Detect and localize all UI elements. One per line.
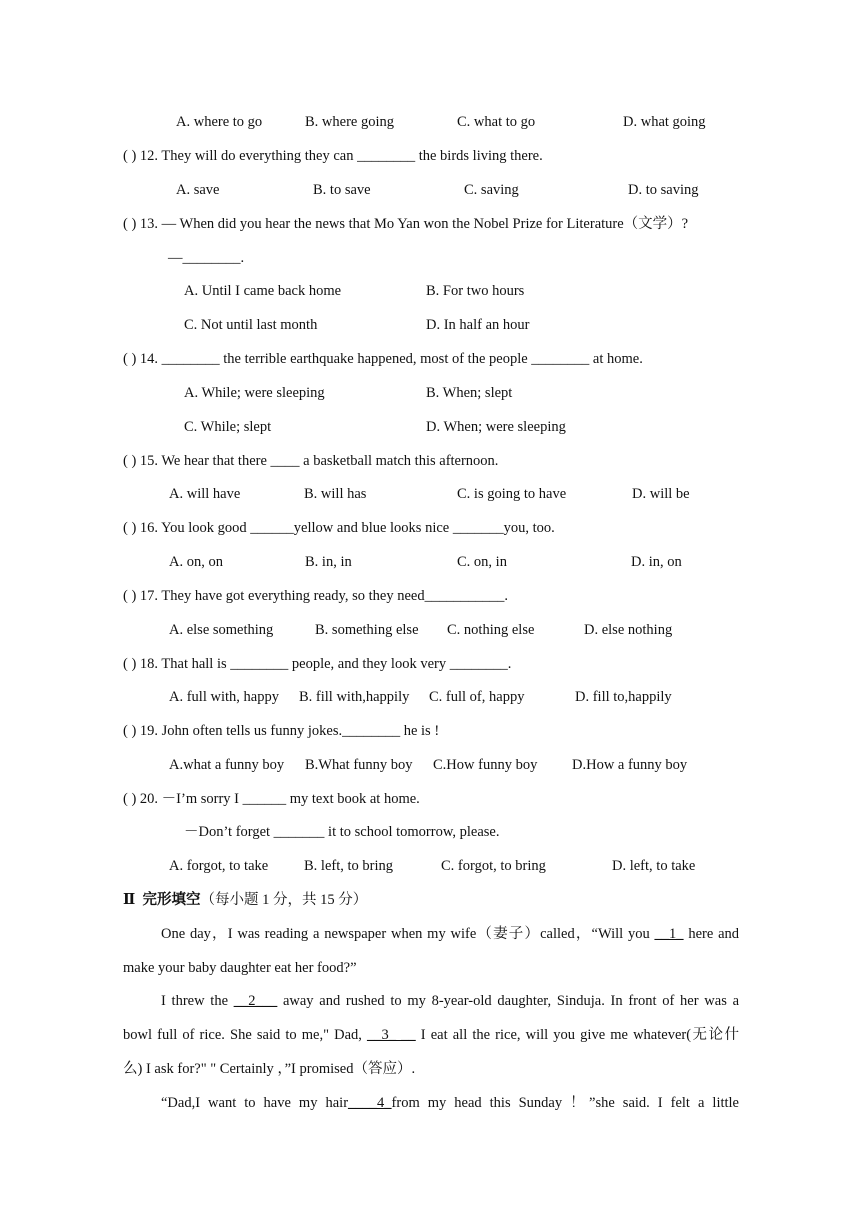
q14-option-a: A. While; were sleeping	[184, 385, 325, 401]
blank-3: __3_ __	[367, 1027, 416, 1043]
q13-option-a: A. Until I came back home	[184, 283, 342, 299]
q20-option-b: B. left, to bring	[304, 858, 394, 874]
blank-1: __1_	[654, 926, 684, 942]
q12-option-a: A. save	[176, 182, 220, 198]
q16-option-d: D. in, on	[631, 554, 682, 570]
q12-stem: ( ) 12. They will do everything they can ________ the birds living there.	[123, 148, 543, 164]
q11-option-c: C. what to go	[457, 114, 536, 130]
q14-stem: ( ) 14. ________ the terrible earthquake happened, most of the people ________ at home.	[123, 351, 643, 367]
q11-option-b: B. where going	[305, 114, 394, 130]
q13-answer-blank: —________.	[168, 250, 245, 266]
q15-option-d: D. will be	[632, 486, 690, 502]
q15-stem: ( ) 15. We hear that there ____ a basketball match this afternoon.	[123, 453, 499, 469]
q17-option-a: A. else something	[169, 622, 274, 638]
section-note: （每小题 1 分，共 15 分）	[200, 892, 368, 908]
passage-text: I threw the	[161, 993, 234, 1009]
passage-line-4	[123, 1025, 739, 1045]
q19-option-d: D.How a funny boy	[572, 757, 688, 773]
q18-option-b: B. fill with,happily	[299, 689, 410, 705]
q12-option-c: C. saving	[464, 182, 519, 198]
passage-line-2: make your baby daughter eat her food?”	[123, 960, 357, 976]
passage-text: away and rushed to my 8-year-old daughter, Sinduja. In front of her was a	[277, 993, 739, 1009]
q18-option-d: D. fill to,happily	[575, 689, 672, 705]
section-number: Ⅱ	[123, 892, 136, 908]
q11-option-d: D. what going	[623, 114, 706, 130]
q12-option-d: D. to saving	[628, 182, 699, 198]
q18-stem: ( ) 18. That hall is ________ people, and they look very ________.	[123, 656, 512, 672]
q16-option-c: C. on, in	[457, 554, 507, 570]
section-title: 完形填空	[142, 892, 201, 908]
passage-text: I eat all the rice, will you give me whatever(无论什	[415, 1027, 740, 1043]
passage-text: here and	[683, 926, 740, 942]
q15-option-b: B. will has	[304, 486, 367, 502]
q16-stem: ( ) 16. You look good ______yellow and blue looks nice _______you, too.	[123, 520, 555, 536]
q14-option-c: C. While; slept	[184, 419, 272, 435]
q19-option-c: C.How funny boy	[433, 757, 538, 773]
section-heading	[123, 890, 367, 910]
passage-line-3	[123, 991, 739, 1011]
passage-line-1	[123, 924, 739, 944]
passage-text: “Dad,I want to have my hair	[161, 1095, 349, 1111]
q20-option-a: A. forgot, to take	[169, 858, 269, 874]
q17-option-d: D. else nothing	[584, 622, 673, 638]
q20-option-d: D. left, to take	[612, 858, 696, 874]
q13-stem: ( ) 13. — When did you hear the news that Mo Yan won the Nobel Prize for Literature（文学）?	[123, 216, 689, 232]
q17-stem: ( ) 17. They have got everything ready, so they need___________.	[123, 588, 508, 604]
passage-line-6	[123, 1093, 739, 1113]
q20-stem-second-line: －Don’t forget _______ it to school tomorrow, please.	[184, 824, 500, 840]
q17-option-c: C. nothing else	[447, 622, 535, 638]
q18-option-a: A. full with, happy	[169, 689, 279, 705]
passage-text: One day，I was reading a newspaper when my wife（妻子）called，“Will you	[161, 926, 655, 942]
q20-stem: ( ) 20. －I’m sorry I ______ my text book at home.	[123, 791, 420, 807]
q12-option-b: B. to save	[313, 182, 371, 198]
q18-option-c: C. full of, happy	[429, 689, 525, 705]
q13-option-c: C. Not until last month	[184, 317, 318, 333]
q15-option-a: A. will have	[169, 486, 241, 502]
blank-2: __2___	[233, 993, 278, 1009]
q20-option-c: C. forgot, to bring	[441, 858, 546, 874]
passage-text: from my head this Sunday ！”she said. I felt a little	[391, 1095, 739, 1111]
q14-option-b: B. When; slept	[426, 385, 513, 401]
q19-option-b: B.What funny boy	[305, 757, 413, 773]
blank-4: ____4_	[348, 1095, 392, 1111]
q14-option-d: D. When; were sleeping	[426, 419, 566, 435]
q17-option-b: B. something else	[315, 622, 419, 638]
passage-line-5: 么) I ask for?" " Certainly ，”I promised（答应）.	[123, 1061, 416, 1077]
q16-option-a: A. on, on	[169, 554, 223, 570]
q19-stem: ( ) 19. John often tells us funny jokes.________ he is !	[123, 723, 440, 739]
passage-text: bowl full of rice. She said to me," Dad,	[123, 1027, 368, 1043]
q13-option-d: D. In half an hour	[426, 317, 530, 333]
q13-option-b: B. For two hours	[426, 283, 525, 299]
q16-option-b: B. in, in	[305, 554, 352, 570]
q19-option-a: A.what a funny boy	[169, 757, 285, 773]
q11-option-a: A. where to go	[176, 114, 263, 130]
q15-option-c: C. is going to have	[457, 486, 567, 502]
